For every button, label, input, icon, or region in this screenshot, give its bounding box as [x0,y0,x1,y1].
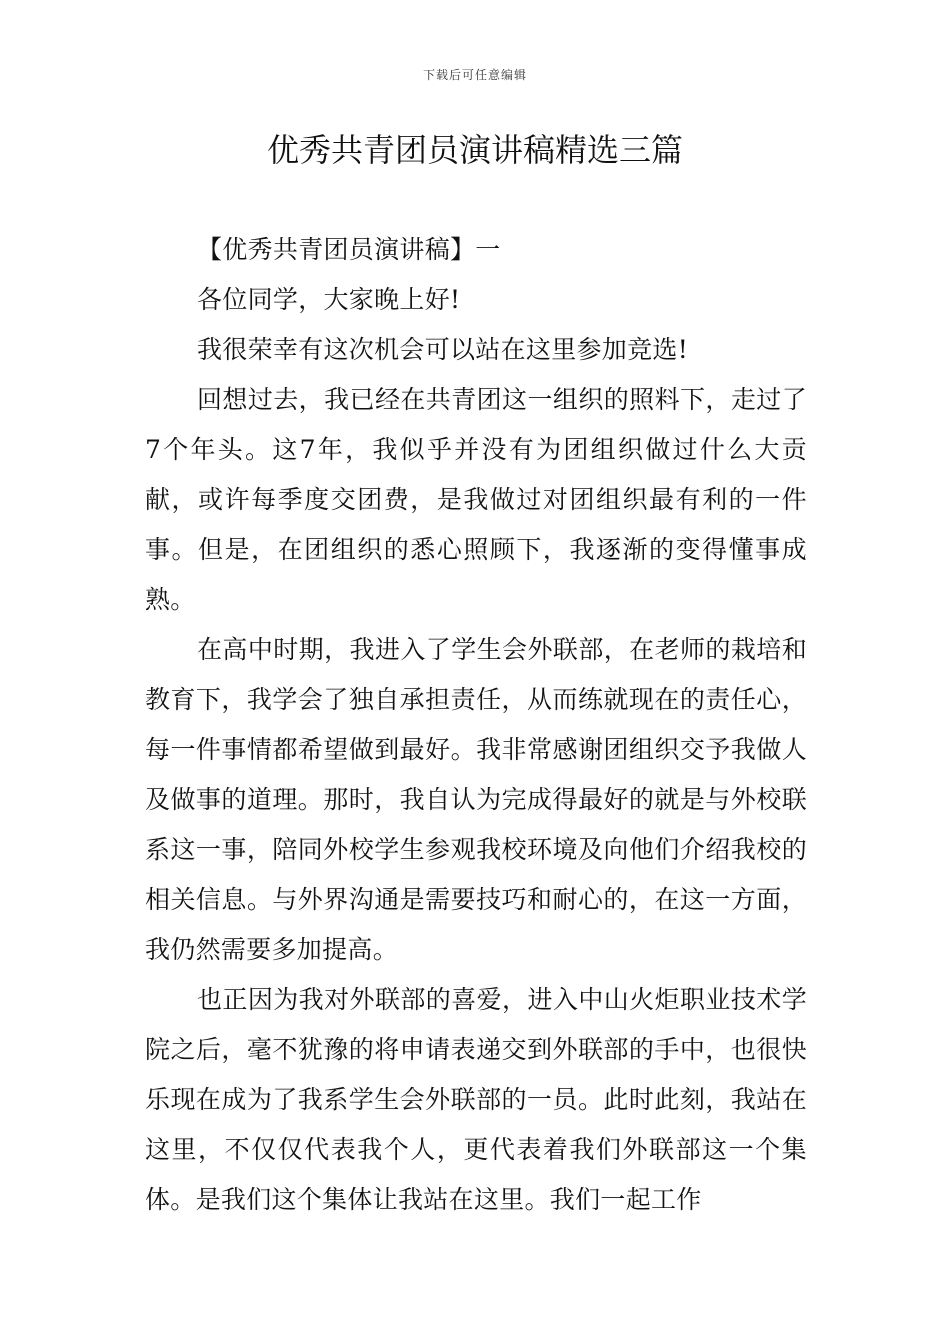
body-paragraph: 我很荣幸有这次机会可以站在这里参加竞选! [197,335,689,364]
body-paragraph: 回想过去，我已经在共青团这一组织的照料下，走过了7个年头。这7年，我似乎并没有为团组织做过什么大贡献，或许每季度交团费，是我做过对团组织最有利的一件事。但是，在团组织的悉心照顾下，我逐渐的变得懂事成熟。 [145,385,807,614]
section-heading: 【优秀共青团员演讲稿】一 [197,235,501,264]
body-paragraph: 在高中时期，我进入了学生会外联部，在老师的栽培和教育下，我学会了独自承担责任，从而练就现在的责任心，每一件事情都希望做到最好。我非常感谢团组织交予我做人及做事的道理。那时，我自认为完成得最好的就是与外校联系这一事，陪同外校学生参观我校环境及向他们介绍我校的相关信息。与外界沟通是需要技巧和耐心的，在这一方面，我仍然需要多加提高。 [145,635,807,964]
body-paragraph: 也正因为我对外联部的喜爱，进入中山火炬职业技术学院之后，毫不犹豫的将申请表递交到外联部的手中，也很快乐现在成为了我系学生会外联部的一员。此时此刻，我站在这里，不仅仅代表我个人，更代表着我们外联部这一个集体。是我们这个集体让我站在这里。我们一起工作 [145,985,807,1214]
document-title: 优秀共青团员演讲稿精选三篇 [266,131,683,169]
header-note: 下载后可任意编辑 [422,68,527,82]
document-body [145,225,807,1225]
greeting-paragraph: 各位同学，大家晚上好! [197,285,461,314]
